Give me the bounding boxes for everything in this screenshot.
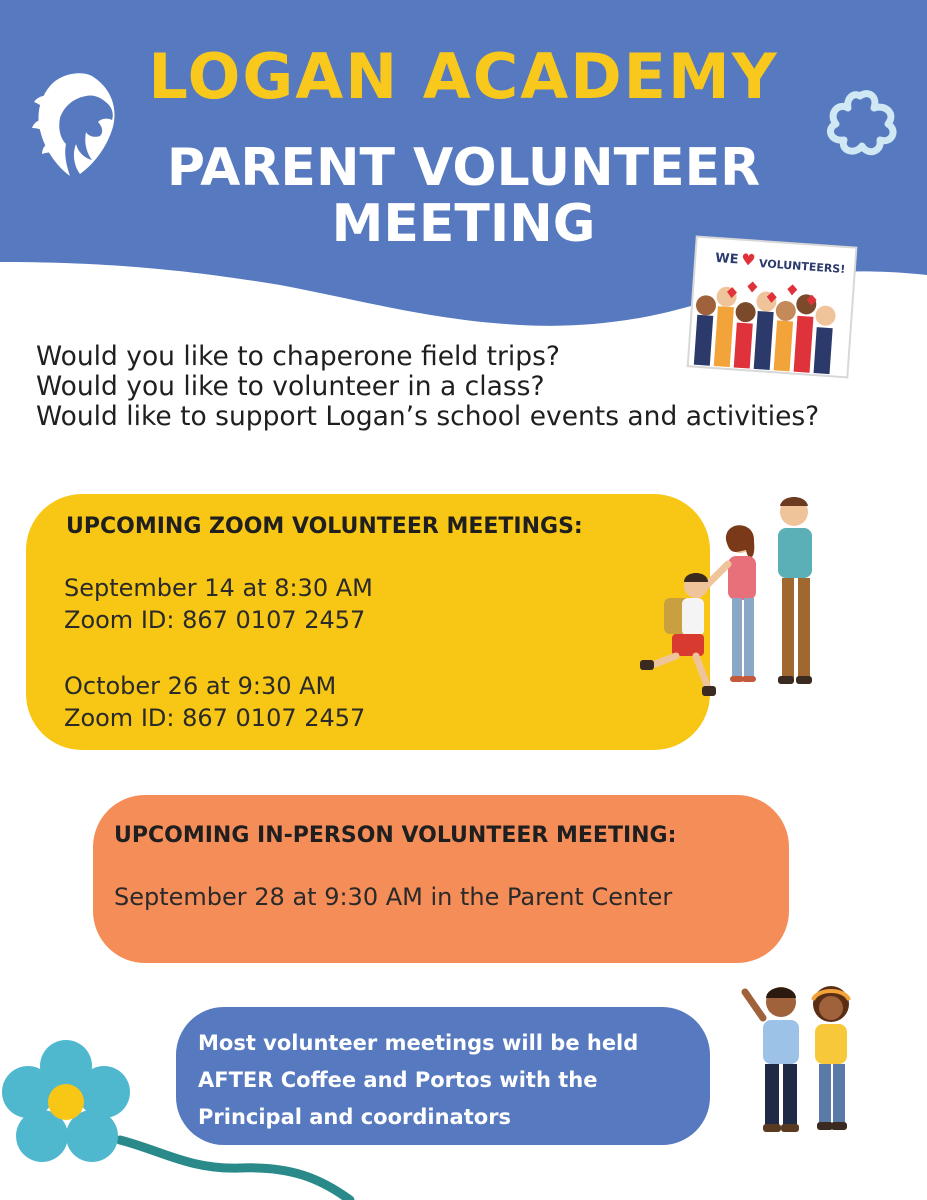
meeting-note-line: AFTER Coffee and Portos with the <box>198 1068 598 1092</box>
family-illustration <box>636 490 846 710</box>
zoom-meeting-1-id: Zoom ID: 867 0107 2457 <box>64 606 366 634</box>
zoom-meetings-heading: UPCOMING ZOOM VOLUNTEER MEETINGS: <box>66 514 583 539</box>
event-title-line1: PARENT VOLUNTEER <box>166 138 761 198</box>
sign-heart-icon: ♥ <box>740 249 757 270</box>
inperson-meeting-heading: UPCOMING IN-PERSON VOLUNTEER MEETING: <box>114 823 677 848</box>
sign-text-we: WE <box>714 250 739 268</box>
zoom-meeting-2-id: Zoom ID: 867 0107 2457 <box>64 704 366 732</box>
kids-waving-illustration <box>735 980 865 1135</box>
meeting-note-line: Most volunteer meetings will be held <box>198 1031 639 1055</box>
question-line: Would you like to chaperone field trips? <box>36 341 560 372</box>
inperson-meeting-details: September 28 at 9:30 AM in the Parent Center <box>114 883 673 911</box>
question-line: Would you like to volunteer in a class? <box>36 371 545 402</box>
volunteer-questions <box>36 342 819 432</box>
question-line: Would like to support Logan’s school events and activities? <box>36 401 820 432</box>
zoom-meeting-2-date: October 26 at 9:30 AM <box>64 672 337 700</box>
event-title-line2: MEETING <box>331 194 596 254</box>
school-name: LOGAN ACADEMY <box>148 40 779 113</box>
meeting-note-line: Principal and coordinators <box>198 1105 512 1129</box>
zoom-meeting-1-date: September 14 at 8:30 AM <box>64 574 373 602</box>
inperson-meeting-card <box>93 795 789 963</box>
zoom-meetings-card <box>26 494 710 750</box>
flower-icon <box>0 1040 380 1200</box>
event-title <box>0 140 927 252</box>
sign-text-volunteers: VOLUNTEERS! <box>758 256 846 276</box>
